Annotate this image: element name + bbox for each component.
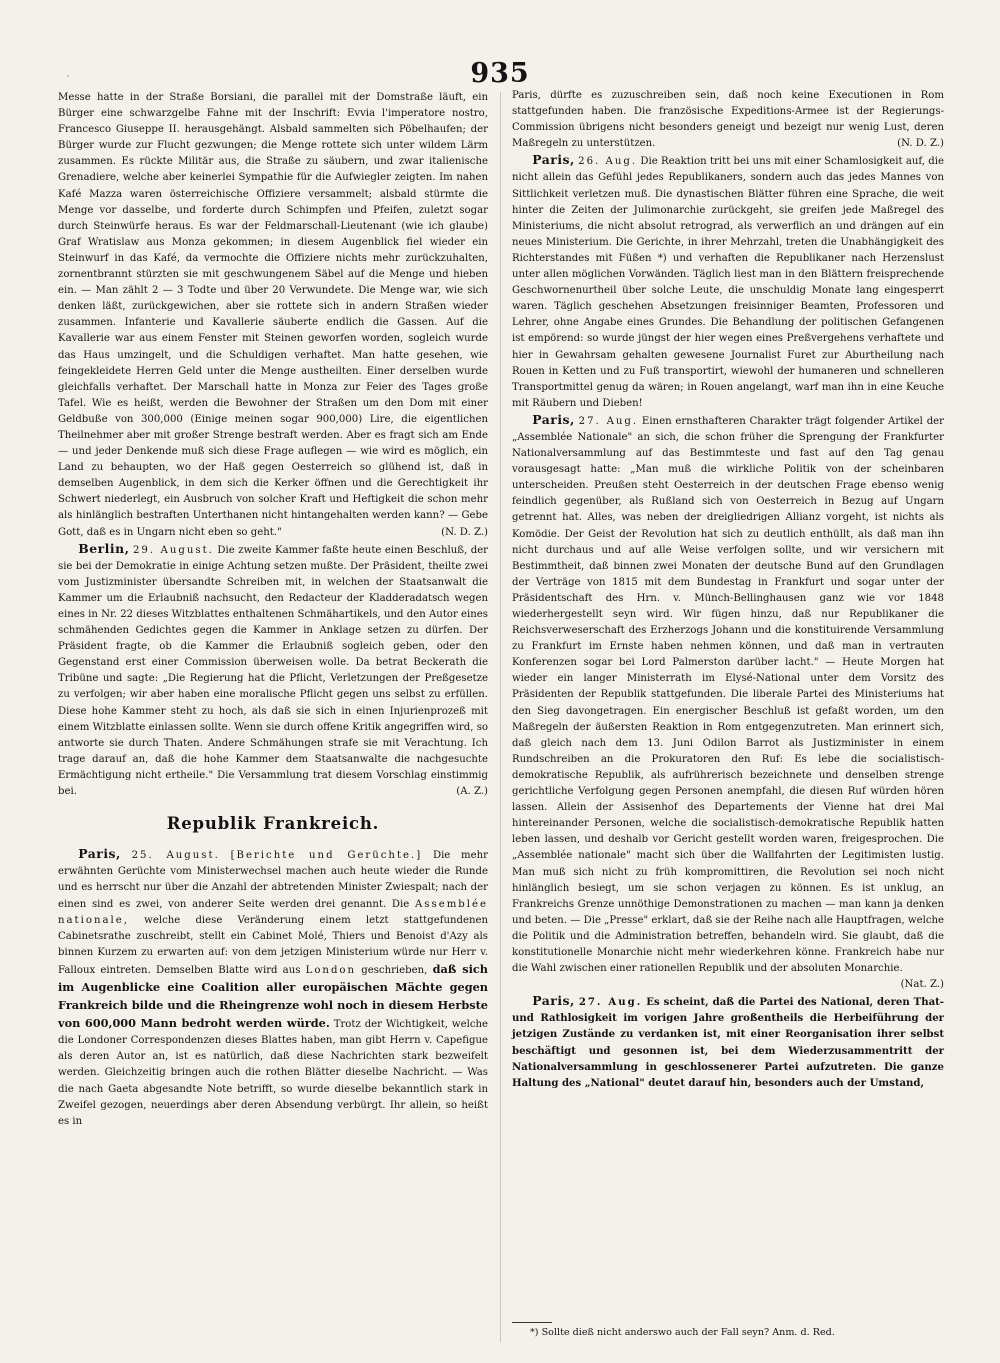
dateline-date: 26. Aug. [578,156,638,168]
right-column [512,88,944,1091]
article-paris-25 [58,846,488,1130]
dateline-place: Paris, [532,152,575,168]
article-text: Die zweite Kammer faßte heute einen Beschluß, der sie bei der Demokratie in einige Achtung setzen mußte. Der Präsident, theilte zwei vom Justizminister übersandte Schreiben mit, in welchen der Staatsanwalt die Kammer um die Erlaubniß nachsucht, den Redacteur der Kladderadatsch wegen eines in Nr. 22 dieses Witzblattes enthaltenen Schmähartikels, und den Autor eines schmähenden Gedichtes gegen die Kammer in Anklage setzen zu dürfen. Der Präsident fragte, ob die Kammer die Erlaubniß sogleich geben, oder den Gegenstand erst einer Commission überweisen wolle. Da betrat Beckerath die Tribüne und sagte: „Die Regierung hat die Pflicht, Verletzungen der Preßgesetze zu verfolgen; wir aber haben eine moralische Pflicht gegen uns selbst zu erfüllen. Diese hohe Kammer steht zu hoch, als daß sie sich in einen Injurienprozeß mit einem Witzblatte einlassen sollte. Wenn sie durch offene Kritik angegriffen wird, so antworte sie durch Thaten. Andere Schmähungen strafe sie mit Verachtung. Ich trage darauf an, daß die hohe Kammer dem Staatsanwalte die nachgesuchte Ermächtigung nicht ertheile." Die Versammlung trat diesem Vorschlag einstimmig bei. [58,544,489,798]
dateline-date: 27. Aug. [578,415,639,427]
footnote-rule [512,1322,552,1323]
article-paris-26 [512,152,944,412]
article-text-spaced: London [305,964,357,976]
source-citation: (N. D. Z.) [897,138,944,150]
article-text: Es scheint, daß die Partei des National, deren That- und Rathlosigkeit im vorigen Jahre großentheils die Herbeiführung der jetzigen Zustände zu verdanken ist, mit einer Reorganisation ihrer selbst beschäftigt und gesonnen ist, bei dem Wiederzusammentritt der Nationalversammlung in geschlossenerer Partei aufzutreten. Die ganze Haltung des „National" deutet darauf hin, besonders auch der Umstand, [512,996,945,1089]
section-heading: Republik Frankreich. [166,814,380,834]
page-number: 935 [470,58,530,89]
article-text: — Heute Morgen hat wieder ein langer Ministerrath im Elysé-National unter dem Vorsitz des Präsidenten der Republik stattgefunden. Die liberale Partei des Ministeriums hat den Sieg davongetragen. Ein energischer Beschluß ist gefaßt worden, um den Maßregeln der äußersten Reaktion in Rom entgegenzutreten. Man erinnert sich, daß gleich nach dem 13. Juni Odilon Barrot als Justizminister in einem Rundschreiben an die Prokuratoren den Ruf: Es lebe die socialistisch-demokratische Republik, als aufrührerisch bezeichnete und denselben strenge gerichtliche Verfolgung gegen Personen anempfahl, die diesen Ruf würden hören lassen. Allein der Assisenhof des Departements der Vienne hat drei Mal hintereinander Personen, welche die socialistisch-demokratische Republik hatten leben lassen, und deshalb vor Gericht gestellt worden waren, freigesprochen. Die „Assemblée nationale" macht sich über die Wallfahrten der Legitimisten lustig. Man muß sich nicht zu früh kompromittiren, die Revolution sei noch nicht hinlänglich besiegt, um sie schon verjagen zu können. Es ist unklug, an Frankreichs Grenze unnöthige Demonstrationen zu machen — man kann ja denken und beten. — Die „Presse" erklart, daß sie der Reihe nach alle Hauptfragen, welche die Politik und die Administration betreffen, behandeln wird. Sie glaubt, daß die konstitutionelle Monarchie nicht mehr wiederkehren könne. Frankreich habe nur die Wahl zwischen einer rationellen Republik und der absoluten Monarchie. [512,657,944,975]
article-text: Messe hatte in der Straße Borsiani, die parallel mit der Domstraße läuft, ein Bürger eine schwarzgelbe Fahne mit der Inschrift: Evvia l'imperatore nostro, Francesco Giuseppe II. herausgehängt. Alsbald sammelten sich Pöbelhaufen; der Bürger wurde zur Flucht gezwungen; die Menge rottete sich unter wildem Lärm zusammen. Es rückte Militär aus, die Straße zu säubern, und zwar italienische Grenadiere, welche aber keinerlei Sympathie für die Aufwiegler zeigten. Im nahen Kafé Mazza waren österreichische Offiziere versammelt; alsbald stürmte die Menge vor dasselbe, und forderte durch Schimpfen und Pfeifen, zuletzt sogar durch Steinwürfe heraus. Es war der Feldmarschall-Lieutenant (wie ich glaube) Graf Wratislaw aus Monza gekommen; in diesem Augenblick fiel wieder ein Steinwurf in das Kafé, da vermochte die Offiziere nichts mehr zurückzuhalten, zornentbrannt stürzten sie mit geschwungenem Säbel auf die Menge und hieben ein. — Man zählt 2 — 3 Todte und über 20 Verwundete. Die Menge war, wie sich denken läßt, zurückgewichen, aber sie rottete sich in andern Straßen wieder zusammen. Infanterie und Kavallerie säuberte endlich die Gassen. Auf die Kavallerie war aus einem Fenster mit Steinen geworfen worden, sogleich wurde das Haus umzingelt, und die Schuldigen verhaftet. Man hatte gesehen, wie feingekleidete Herren Geld unter die Menge austheilten. Einer derselben wurde gleichfalls verhaftet. Der Marschall hatte in Monza zur Feier des Tages große Tafel. Wie es heißt, werden die Bewohner der Straßen um den Dom mit einer Geldbuße von 300,000 (Einige meinen sogar 900,000) Lire, die eigentlichen Theilnehmer aber mit großer Strenge bestraft werden. Aber es fragt sich am Ende — und jeder Denkende muß sich diese Frage auflegen — wie wird es möglich, ein Land zu behaupten, wo der Haß gegen Oesterreich so glühend ist, daß in demselben Augenblick, in dem sich die Kerker öffnen und die Gerechtigkeit ihr Schwert niederlegt, ein Ausbruch von solcher Kraft und Heftigkeit die schon mehr als hinlänglich bestraften Unterthanen nicht hintangehalten werden kann? — Gebe Gott, daß es in Ungarn nicht eben so geht." [58,92,488,538]
article-paris-continued [512,88,944,152]
article-text: Die Reaktion tritt bei uns mit einer Schamlosigkeit auf, die nicht allein das Gefühl jedes Republikaners, sondern auch das jedes Mannes von Sittlichkeit verletzen muß. Die dynastischen Blätter führen eine Sprache, die weit hinter die Zeiten der Julimonarchie zurückgeht, sie greifen jede Maßregel des Ministeriums, die nicht absolut retrograd, als verwerflich an und drängen auf ein neues Ministerium. Die Gerichte, in ihrer Mehrzahl, treten die Unabhängigkeit des Richterstandes mit Füßen *) und verhaften die Republikaner nach Herzenslust unter allen möglichen Vorwänden. Täglich liest man in den Blättern freisprechende Geschwornenurtheil über solche Leute, die unschuldig Monate lang eingesperrt waren. Täglich geschehen Absetzungen freisinniger Beamten, Professoren und Lehrer, ohne Angabe eines Grundes. Die Behandlung der politischen Gefangenen ist empörend: so wurde jüngst der hier wegen eines Preßvergehens verhaftete und hier in Gewahrsam gehalten gewesene Journalist Furet zur Aburtheilung nach Rouen in Ketten und zu Fuß transportirt, wiewohl der humaneren und schnelleren Transportmittel genug da wären; in Rouen angelangt, warf man ihn in eine Keuche mit Räubern und Dieben! [512,156,945,409]
source-citation: (Nat. Z.) [900,979,944,991]
source-citation: (N. D. Z.) [441,526,488,538]
left-column [58,90,488,1130]
article-paris-27-second [512,993,944,1091]
dateline-place: Berlin, [78,540,130,556]
dateline-date: 25. August. [131,850,220,862]
footnote: *) Sollte dieß nicht anderswo auch der Fall seyn? Anm. d. Red. [530,1327,835,1338]
article-quote: „Man muß die wirkliche Politik von der scheinbaren unterscheiden. Preußen steht Oesterreich in der deutschen Frage ebenso wenig feindlich gegenüber, als Rußland sich von Oesterreich in Bezug auf Ungarn getrennt hat. Alles, was neben der dreigliedrigen Allianz vorgeht, ist nichts als Komödie. Der Geist der Revolution hat sich zu deutlich enthüllt, als daß man ihn nicht durchaus und auf alle Weise verfolgen sollte, und wir versichern mit Bestimmtheit, daß binnen zwei Monaten der deutsche Bund auf den Grundlagen der Verträge von 1815 mit dem Bundestag in Frankfurt und sogar unter der Präsidentschaft des Hrn. v. Münch-Bellinghausen ganz wie vor 1848 wiederhergestellt seyn wird. Wir fügen hinzu, daß nur Republikaner die Reichsverweserschaft des Erzherzogs Johann und die konstituirende Versammlung zu Frankfurt im Ernste haben nehmen können, und daß man in vertrauten Konferenzen sogar bei Lord Palmerston darüber lacht." [512,464,944,669]
dateline-place: Paris, [532,993,575,1009]
source-citation: (A. Z.) [456,786,488,798]
article-label: [Berichte und Gerüchte.] [230,850,423,862]
article-text: geschrieben, [361,964,428,976]
article-paris-27-first [512,411,945,991]
dateline-date: 27. Aug. [578,996,643,1009]
dateline-place: Paris, [532,411,575,427]
article-berlin [58,541,488,801]
article-text: Die mehr erwähnten Gerüchte vom Ministerwechsel machen auch heute wieder die Runde und es herrscht nur über die Anzahl der abtretenden Minister Zwiespalt; nach der einen sind es zwei, von anderer Seite werden drei genannt. Die [58,850,489,910]
article-text: Trotz der Wichtigkeit, welche die Londoner Correspondenzen dieses Blattes haben, man gibt Herrn v. Capefigue als deren Autor an, ist es natürlich, daß diese Nachrichten stark bezweifelt werden. Gleichzeitig bringen auch die rothen Blätter dieselbe Nachricht. — Was die nach Gaeta abgesandte Note betrifft, so wurde dieselbe bekanntlich stark in Zweifel gezogen, neuerdings aber deren Absendung verbürgt. Ihr allein, so heißt es in [58,1019,489,1127]
article-text: welche diese Veränderung einem letzt stattgefundenen Cabinetsrathe zuschreibt, stellt ein Cabinet Molé, Thiers und Benoist d'Azy als binnen Kurzem zu erwarten auf: von dem jetzigen Ministerium würde nur Herr v. Falloux eintreten. Demselben Blatte wird aus [58,914,489,976]
dateline-place: Paris, [78,846,121,862]
corner-mark: ` [66,76,71,86]
article-milan-continued [58,90,488,541]
article-emphasis: daß sich im Augenblicke eine Coalition aller europäischen Mächte gegen Frankreich bilde und die Rheingrenze wohl noch in diesem Herbste von 600,000 Mann bedroht werden würde. [58,961,488,1031]
article-text: Einen ernsthafteren Charakter trägt folgender Artikel der „Assemblée Nationale" an sich, die schon früher die Sprengung der Frankfurter Nationalversammlung auf das Bestimmteste und fast auf den Tag genau vorausgesagt hatte: [512,415,945,476]
article-text-spaced: Assemblée nationale, [58,898,489,926]
dateline-date: 29. August. [132,544,214,556]
column-divider [500,92,501,1342]
article-text: Paris, dürfte es zuzuschreiben sein, daß noch keine Executionen in Rom stattgefunden haben. Die französische Expeditions-Armee ist der Regierungs-Commission übrigens nicht besonders geneigt und bezeigt nur wenig Lust, deren Maßregeln zu unterstützen. [512,90,944,150]
